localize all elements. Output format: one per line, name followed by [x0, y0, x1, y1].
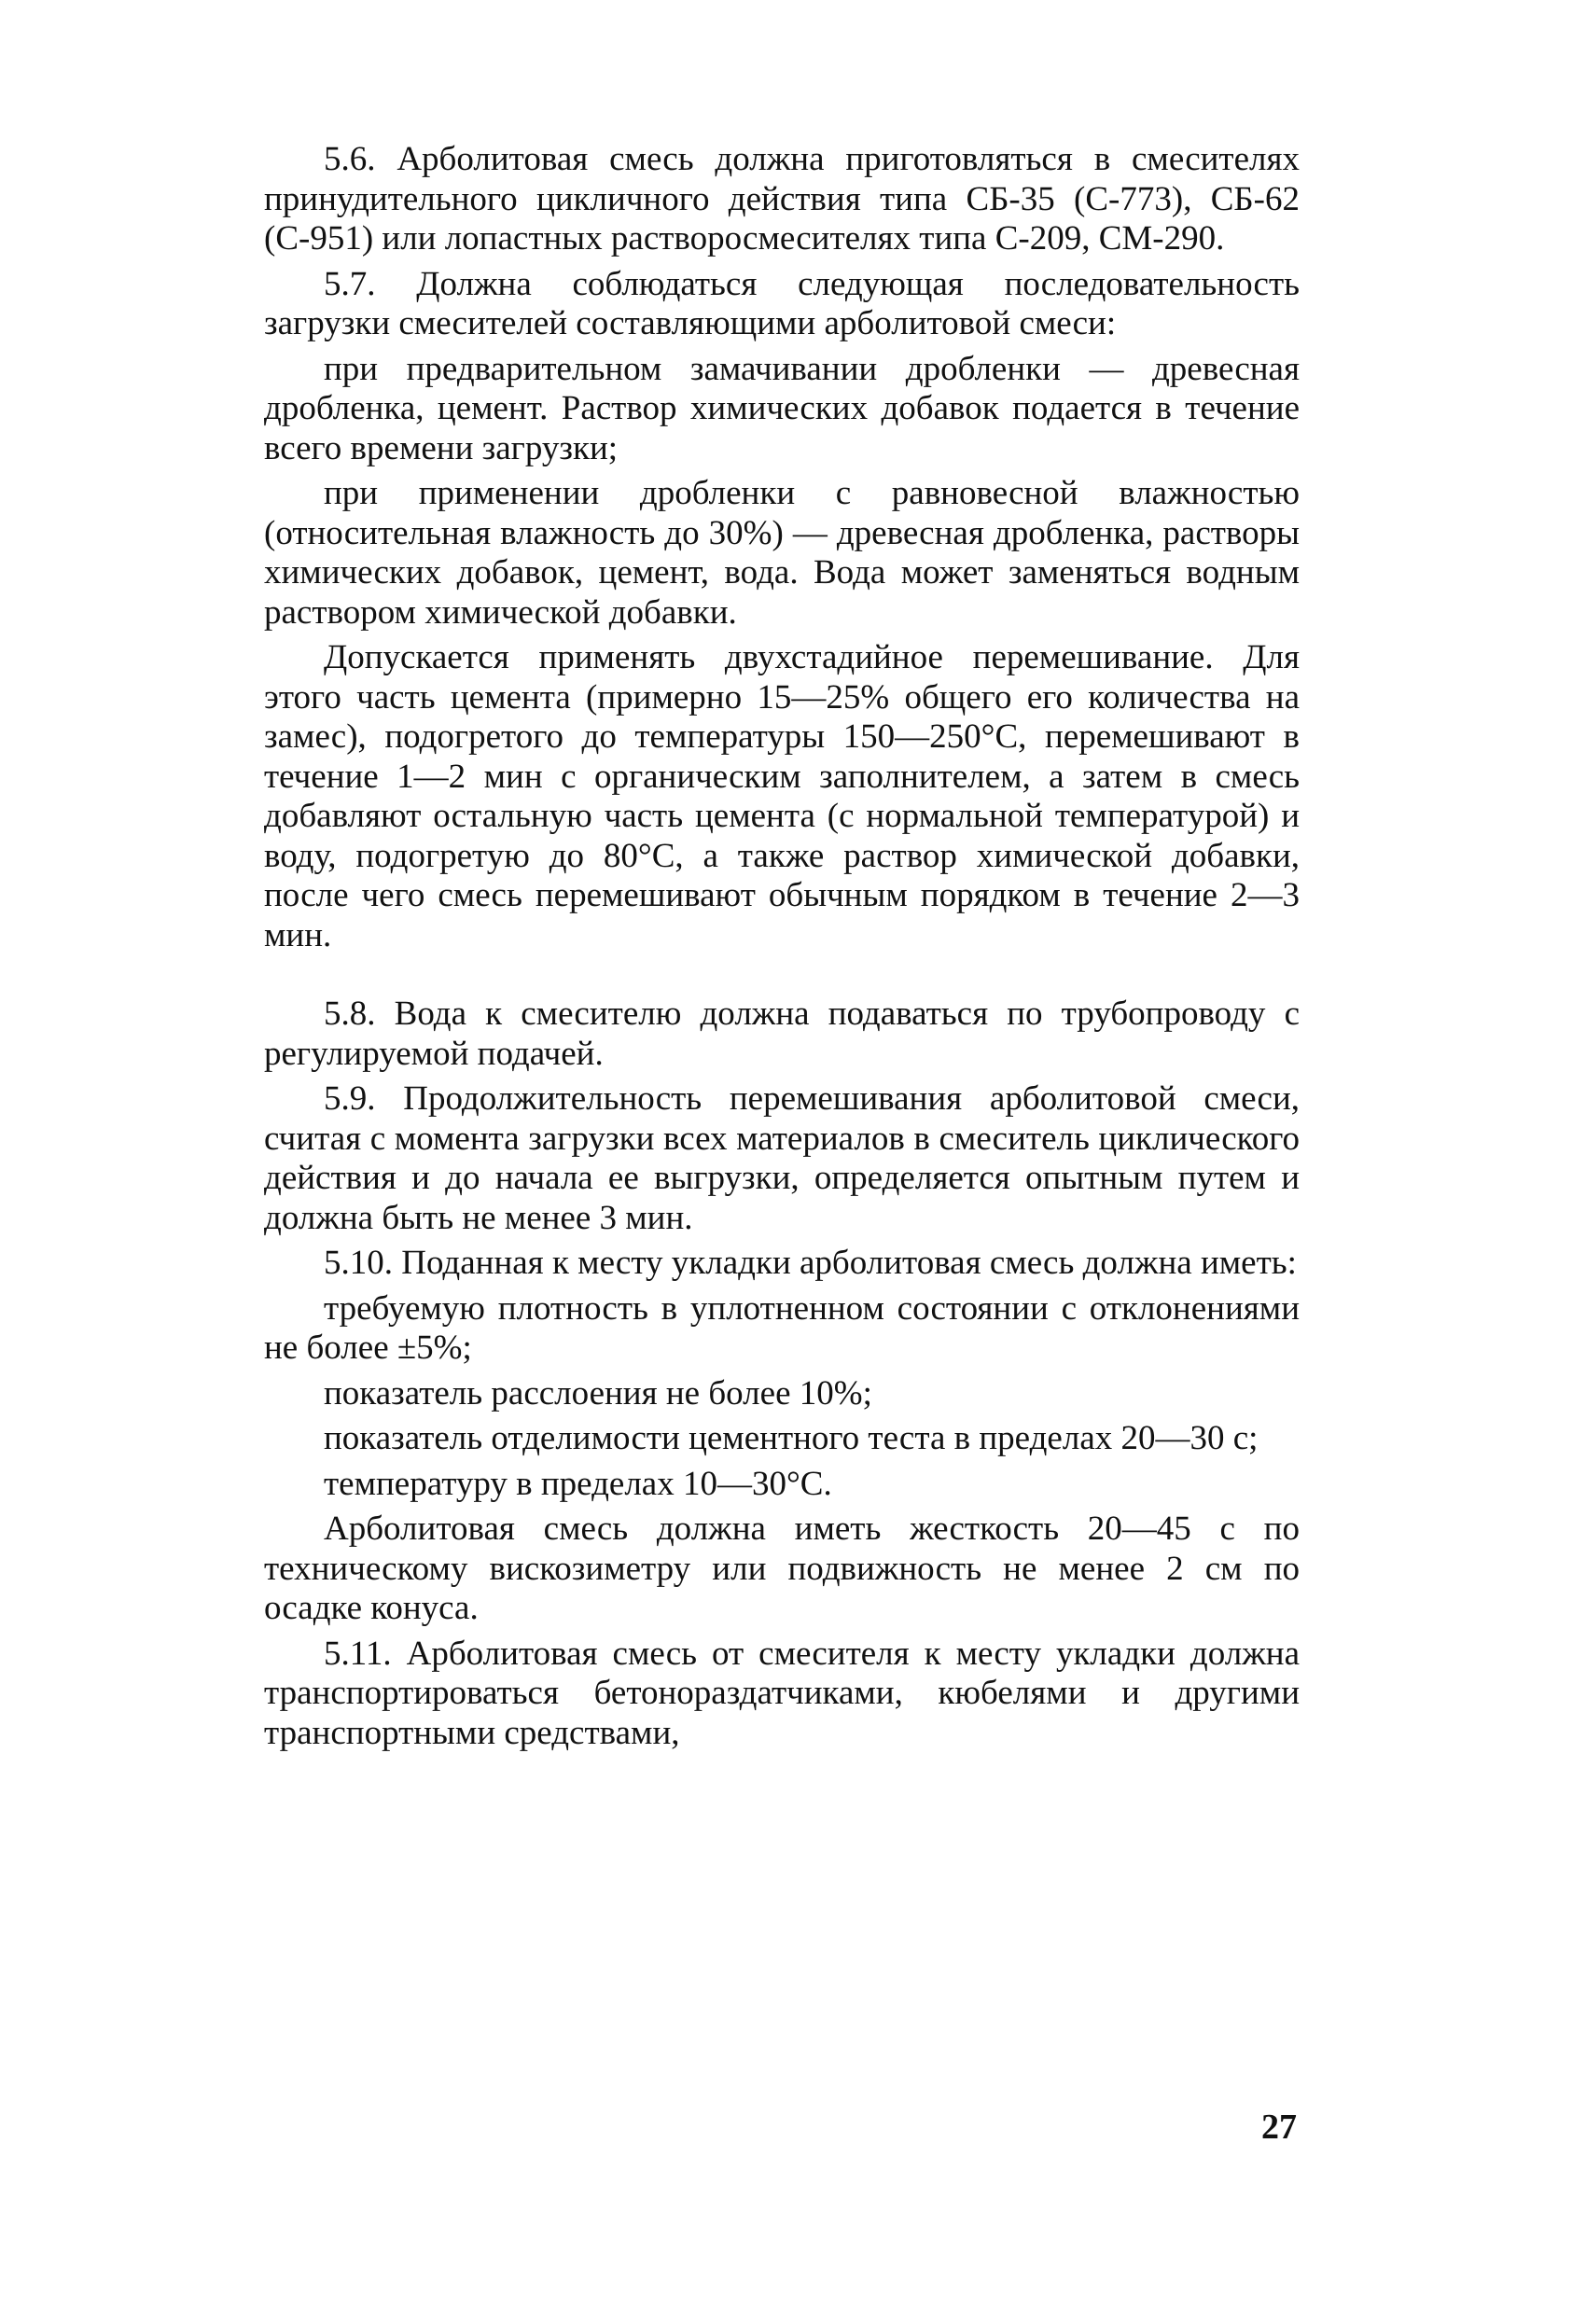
- paragraph-5-11: 5.11. Арболитовая смесь от смесителя к месту укладки должна транспортироваться бетонораздатчиками, кюбелями и другими транспортными средствами,: [264, 1634, 1300, 1752]
- paragraph-5-7: 5.7. Должна соблюдаться следующая последовательность загрузки смесителей составляющими арболитовой смеси:: [264, 264, 1300, 342]
- paragraph-stiffness: Арболитовая смесь должна иметь жесткость 20—45 с по техническому вискозиметру или подвижность не менее 2 см по осадке конуса.: [264, 1510, 1300, 1627]
- paragraph-5-9: 5.9. Продолжительность перемешивания арболитовой смеси, считая с момента загрузки всех материалов в смеситель циклического действия и до начала ее выгрузки, определяется опытным путем и должна быть не менее 3 мин.: [264, 1079, 1300, 1237]
- paragraph-two-stage-mixing: Допускается применять двухстадийное перемешивание. Для этого часть цемента (примерно 15—25% общего его количества на замес), подогретого до температуры 150—250°С, перемешивают в течение 1—2 мин с органическим заполнителем, а затем в смесь добавляют остальную часть цемента (с нормальной температурой) и воду, подогретую до 80°С, а также раствор химической добавки, после чего смесь перемешивают обычным порядком в течение 2—3 мин.: [264, 638, 1300, 954]
- paragraph-paste-separation: показатель отделимости цементного теста в пределах 20—30 с;: [324, 1419, 1259, 1457]
- body-text: [264, 140, 1300, 1759]
- paragraph-presoak: при предварительном замачивании дробленки — древесная дробленка, цемент. Раствор химических добавок подается в течение всего времени загрузки;: [264, 349, 1300, 467]
- paragraph-equilibrium-moisture: при применении дробленки с равновесной влажностью (относительная влажность до 30%) — древесная дробленка, растворы химических добавок, цемент, вода. Вода может заменяться водным раствором химической добавки.: [264, 474, 1300, 632]
- paragraph-density: требуемую плотность в уплотненном состоянии с отклонениями не более ±5%;: [264, 1288, 1300, 1367]
- paragraph-5-8: 5.8. Вода к смесителю должна подаваться по трубопроводу с регулируемой подачей.: [264, 995, 1300, 1073]
- paragraph-temperature: температуру в пределах 10—30°С.: [324, 1464, 832, 1503]
- paragraph-5-10: 5.10. Поданная к месту укладки арболитовая смесь должна иметь:: [324, 1244, 1297, 1282]
- paragraph-segregation: показатель расслоения не более 10%;: [324, 1373, 872, 1412]
- page-number: 27: [1261, 2108, 1297, 2147]
- paragraph-5-6: 5.6. Арболитовая смесь должна приготовляться в смесителях принудительного цикличного действия типа СБ-35 (С-773), СБ-62 (С-951) или лопастных растворосмесителях типа С-209, СМ-290.: [264, 140, 1300, 257]
